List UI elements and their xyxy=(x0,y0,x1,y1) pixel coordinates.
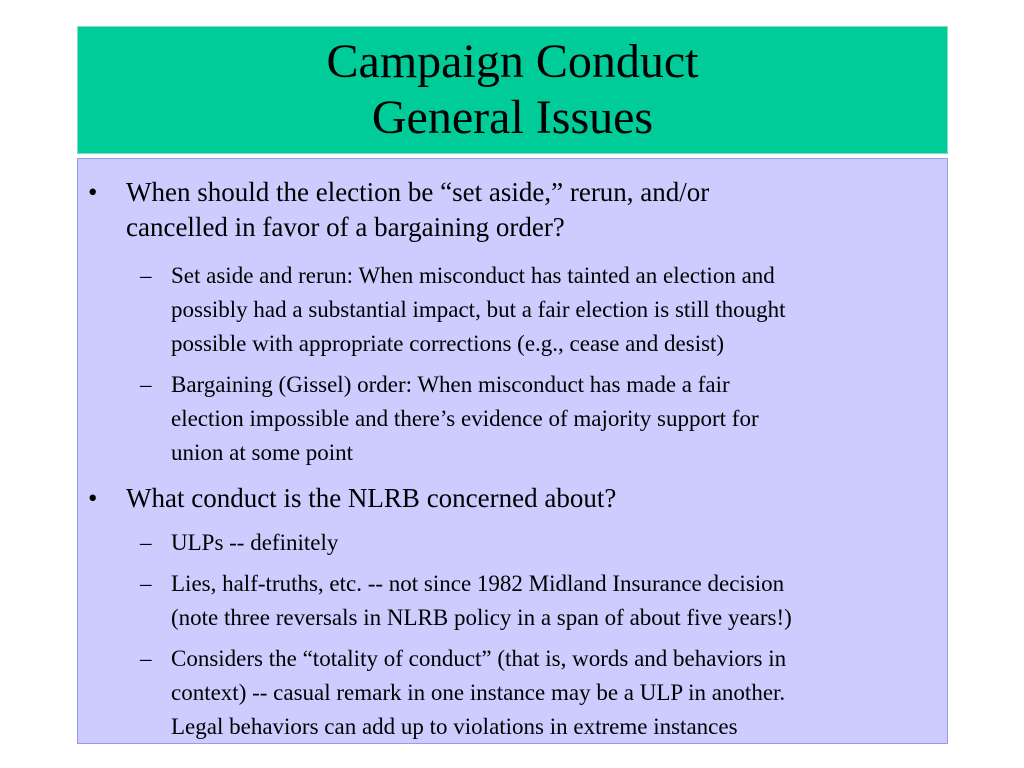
bullet-marker: • xyxy=(88,483,98,513)
sub-bullet-marker: – xyxy=(140,372,152,397)
sub-bullet-marker: – xyxy=(140,263,152,288)
slide-title-banner xyxy=(77,26,948,154)
slide-body xyxy=(77,158,948,744)
bullet-text: When should the election be “set aside,” rerun, and/or cancelled in favor of a bargaining order? xyxy=(126,177,710,242)
sub-bullet-text: Considers the “totality of conduct” (that is, words and behaviors in context) -- casual remark in one instance may be a ULP in another. Legal behaviors can add up to violations in extreme instances xyxy=(171,646,787,739)
bullet-text: What conduct is the NLRB concerned about? xyxy=(126,483,617,513)
sub-bullet-text: Lies, half-truths, etc. -- not since 1982 Midland Insurance decision (note three reversals in NLRB policy in a span of about five years!) xyxy=(171,571,792,630)
slide-title-line-2: General Issues xyxy=(371,91,654,144)
sub-bullet-marker: – xyxy=(140,530,152,555)
sub-bullet-text: ULPs -- definitely xyxy=(171,530,339,555)
sub-bullet-marker: – xyxy=(140,646,152,671)
slide-title-line-1: Campaign Conduct xyxy=(326,35,699,88)
sub-bullet-marker: – xyxy=(140,571,152,596)
sub-bullet-text: Bargaining (Gissel) order: When misconduct has made a fair election impossible and there’s evidence of majority support for union at some point xyxy=(171,372,759,465)
sub-bullet-text: Set aside and rerun: When misconduct has tainted an election and possibly had a substantial impact, but a fair election is still thought possible with appropriate corrections (e.g., cease and desist) xyxy=(171,263,786,356)
bullet-marker: • xyxy=(88,177,98,207)
